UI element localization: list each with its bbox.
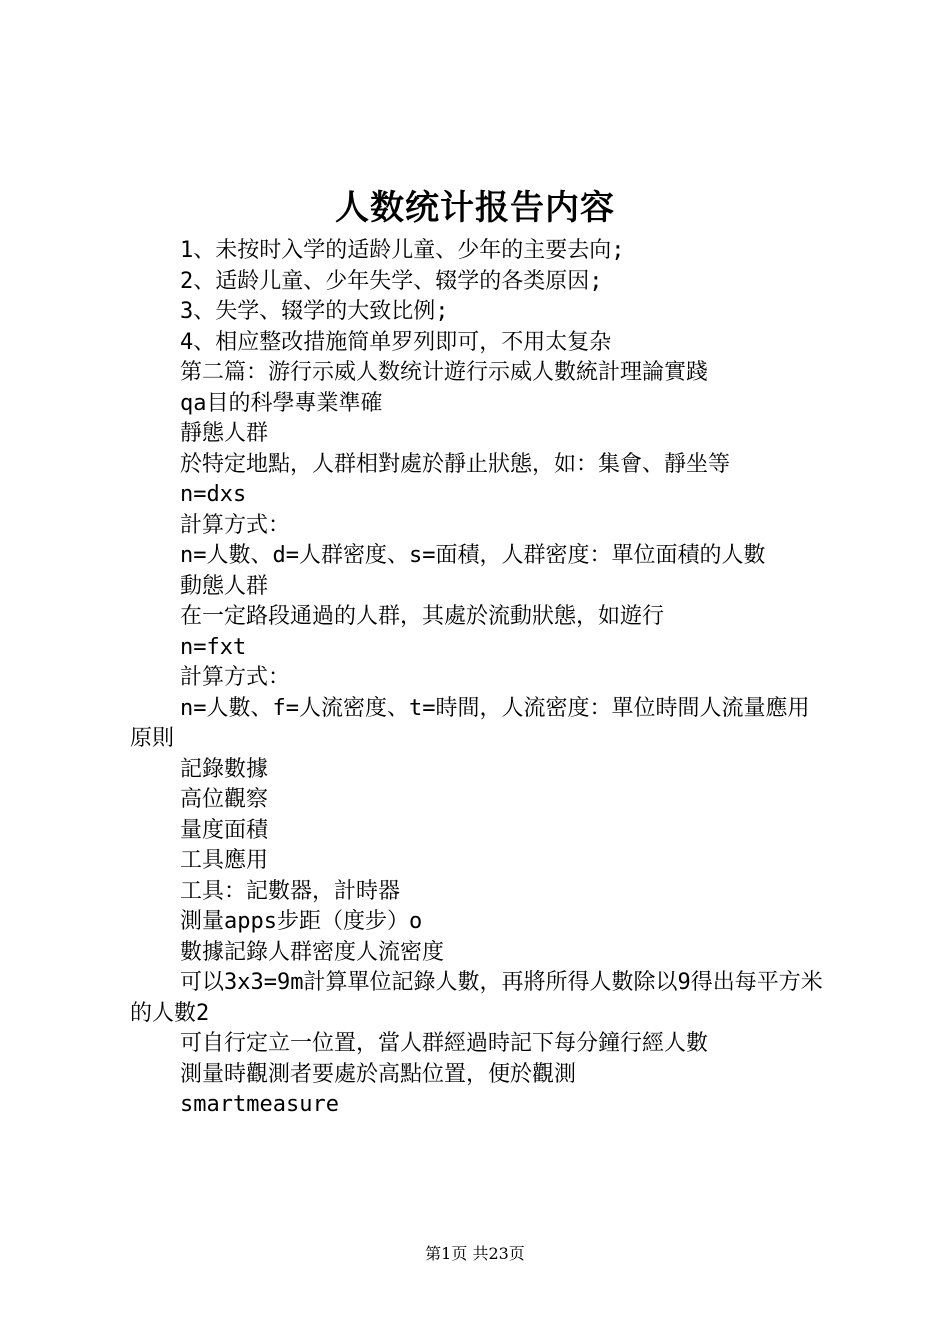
paragraph: n=人數、f=人流密度、t=時間，人流密度：單位時間人流量應用原則: [130, 695, 810, 751]
paragraph: 計算方式：: [180, 512, 291, 538]
paragraph: smartmeasure: [180, 1092, 339, 1117]
paragraph: 於特定地點，人群相對處於靜止狀態，如：集會、靜坐等: [180, 451, 731, 477]
paragraph: 記錄數據: [180, 756, 269, 782]
paragraph: 可以3x3=9m計算單位記錄人數，再將所得人數除以9得出每平方米的人數2: [130, 970, 823, 1026]
paragraph: 工具應用: [180, 848, 269, 873]
paragraph: 在一定路段通過的人群，其處於流動狀態，如遊行: [180, 604, 665, 629]
paragraph: 量度面積: [180, 817, 269, 843]
paragraph: 工具：記數器，計時器: [180, 878, 401, 904]
paragraph: n=fxt: [180, 634, 247, 660]
paragraph: 3、失学、辍学的大致比例;: [180, 299, 449, 324]
paragraph: 動態人群: [180, 573, 269, 599]
paragraph: n=人數、d=人群密度、s=面積，人群密度：單位面積的人數: [180, 543, 766, 568]
paragraph: 第二篇：游行示威人数统计遊行示威人數統計理論實踐: [180, 360, 709, 385]
paragraph: 高位觀察: [180, 787, 269, 812]
paragraph: 測量apps步距（度步）o: [180, 909, 423, 934]
paragraph: qa目的科學專業準確: [180, 390, 383, 416]
document-body: [130, 236, 830, 1121]
document-title: 人数统计报告内容: [335, 188, 615, 228]
paragraph: 計算方式：: [180, 665, 291, 690]
paragraph: 靜態人群: [180, 421, 269, 446]
paragraph: 4、相应整改措施简单罗列即可，不用太复杂: [180, 329, 612, 355]
page-number: 第1页 共23页: [425, 1244, 525, 1263]
paragraph: 測量時觀測者要處於高點位置，便於觀測: [180, 1061, 577, 1087]
paragraph: 2、适龄儿童、少年失学、辍学的各类原因;: [180, 268, 603, 294]
paragraph: 數據記錄人群密度人流密度: [180, 939, 445, 965]
paragraph: 1、未按时入学的适龄儿童、少年的主要去向;: [180, 238, 625, 263]
paragraph: n=dxs: [180, 482, 247, 507]
paragraph: 可自行定立一位置，當人群經過時記下每分鐘行經人數: [180, 1031, 709, 1056]
